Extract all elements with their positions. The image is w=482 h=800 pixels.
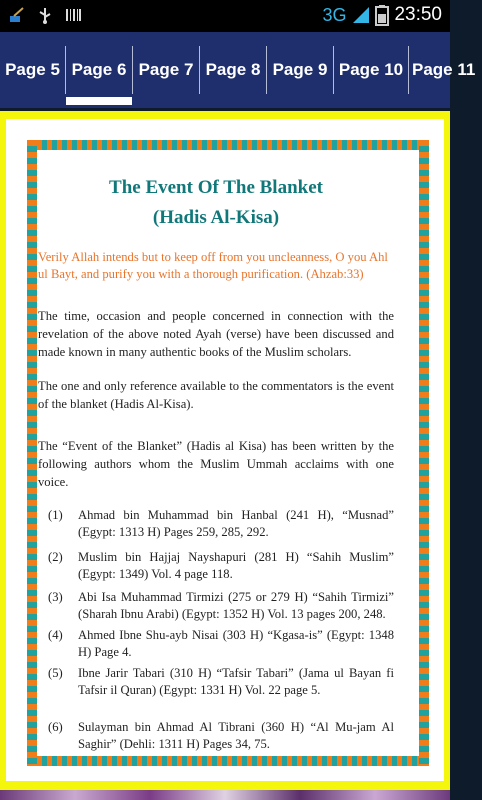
paragraph-3: The “Event of the Blanket” (Hadis al Kisa) has been written by the following authors whom the Muslim Ummah acclaims with one voice.: [38, 439, 394, 489]
tab-page-6[interactable]: Page 6: [71, 60, 127, 79]
document-title: The Event Of The Blanket: [109, 177, 323, 198]
list-item-number: (2): [48, 550, 63, 564]
list-item-number: (5): [48, 666, 63, 680]
list-item-number: (4): [48, 628, 63, 642]
paragraph-2: The one and only reference available to the commentators is the event of the blanket (Hadis Al-Kisa).: [38, 379, 394, 411]
page-viewer[interactable]: [0, 111, 450, 790]
border-right: [419, 140, 429, 766]
list-item-text: Ahmad bin Muhammad bin Hanbal (241 H), “Musnad” (Egypt: 1313 H) Pages 259, 285, 292.: [78, 508, 394, 539]
quran-quote: Verily Allah intends but to keep off from you uncleanness, O you Ahl ul Bayt, and purify you with a thorough purification. (Ahzab:33): [38, 250, 388, 281]
list-item-text: Sulayman bin Ahmad Al Tibrani (360 H) “Al Mu-jam Al Saghir” (Dehli: 1311 H) Pages 34, 75.: [78, 720, 394, 751]
tab-divider: [408, 46, 409, 94]
border-bottom: [27, 756, 429, 766]
battery-icon: [376, 5, 388, 25]
list-item-number: (6): [48, 720, 63, 734]
next-page-preview: [0, 790, 450, 800]
border-left: [27, 140, 37, 766]
tab-page-11[interactable]: Page 11: [412, 60, 476, 79]
tab-page-10[interactable]: Page 10: [338, 60, 404, 79]
network-type: 3G: [322, 4, 347, 25]
signal-icon: [352, 6, 370, 24]
list-item-number: (1): [48, 508, 63, 522]
clock: 23:50: [394, 4, 442, 25]
status-bar: [0, 0, 450, 32]
list-item-text: Ahmed Ibne Shu-ayb Nisai (303 H) “Kgasa-is” (Egypt: 1348 H) Page 4.: [78, 628, 394, 659]
list-item-text: Ibne Jarir Tabari (310 H) “Tafsir Tabari” (Jama ul Bayan fi Tafsir il Quran) (Egypt: 1331 H) Vol. 22 page 5.: [78, 666, 394, 697]
paragraph-1: The time, occasion and people concerned in connection with the revelation of the above noted Ayah (verse) have been discussed and made known in many authentic books of the Muslim scholars.: [38, 309, 394, 359]
barcode-icon: [64, 6, 82, 24]
list-item-text: Muslim bin Hajjaj Nayshapuri (281 H) “Sahih Muslim” (Egypt: 1349) Vol. 4 page 118.: [78, 550, 394, 581]
list-item-number: (3): [48, 590, 63, 604]
sweep-icon: [8, 6, 26, 24]
document-subtitle: (Hadis Al-Kisa): [152, 207, 280, 228]
tab-page-5[interactable]: Page 5: [5, 60, 60, 79]
tab-page-7[interactable]: Page 7: [138, 60, 194, 79]
tab-page-9[interactable]: Page 9: [272, 60, 328, 79]
selected-tab-indicator: [66, 97, 132, 105]
usb-icon: [36, 6, 54, 24]
border-top: [27, 140, 429, 150]
page-image: [6, 119, 444, 781]
tab-page-8[interactable]: Page 8: [205, 60, 261, 79]
list-item-text: Abi Isa Muhammad Tirmizi (275 or 279 H) “Sahih Tirmizi” (Sharah Ibnu Arabi) (Egypt: 1352 H) Vol. 13 pages 200, 248.: [78, 590, 394, 621]
